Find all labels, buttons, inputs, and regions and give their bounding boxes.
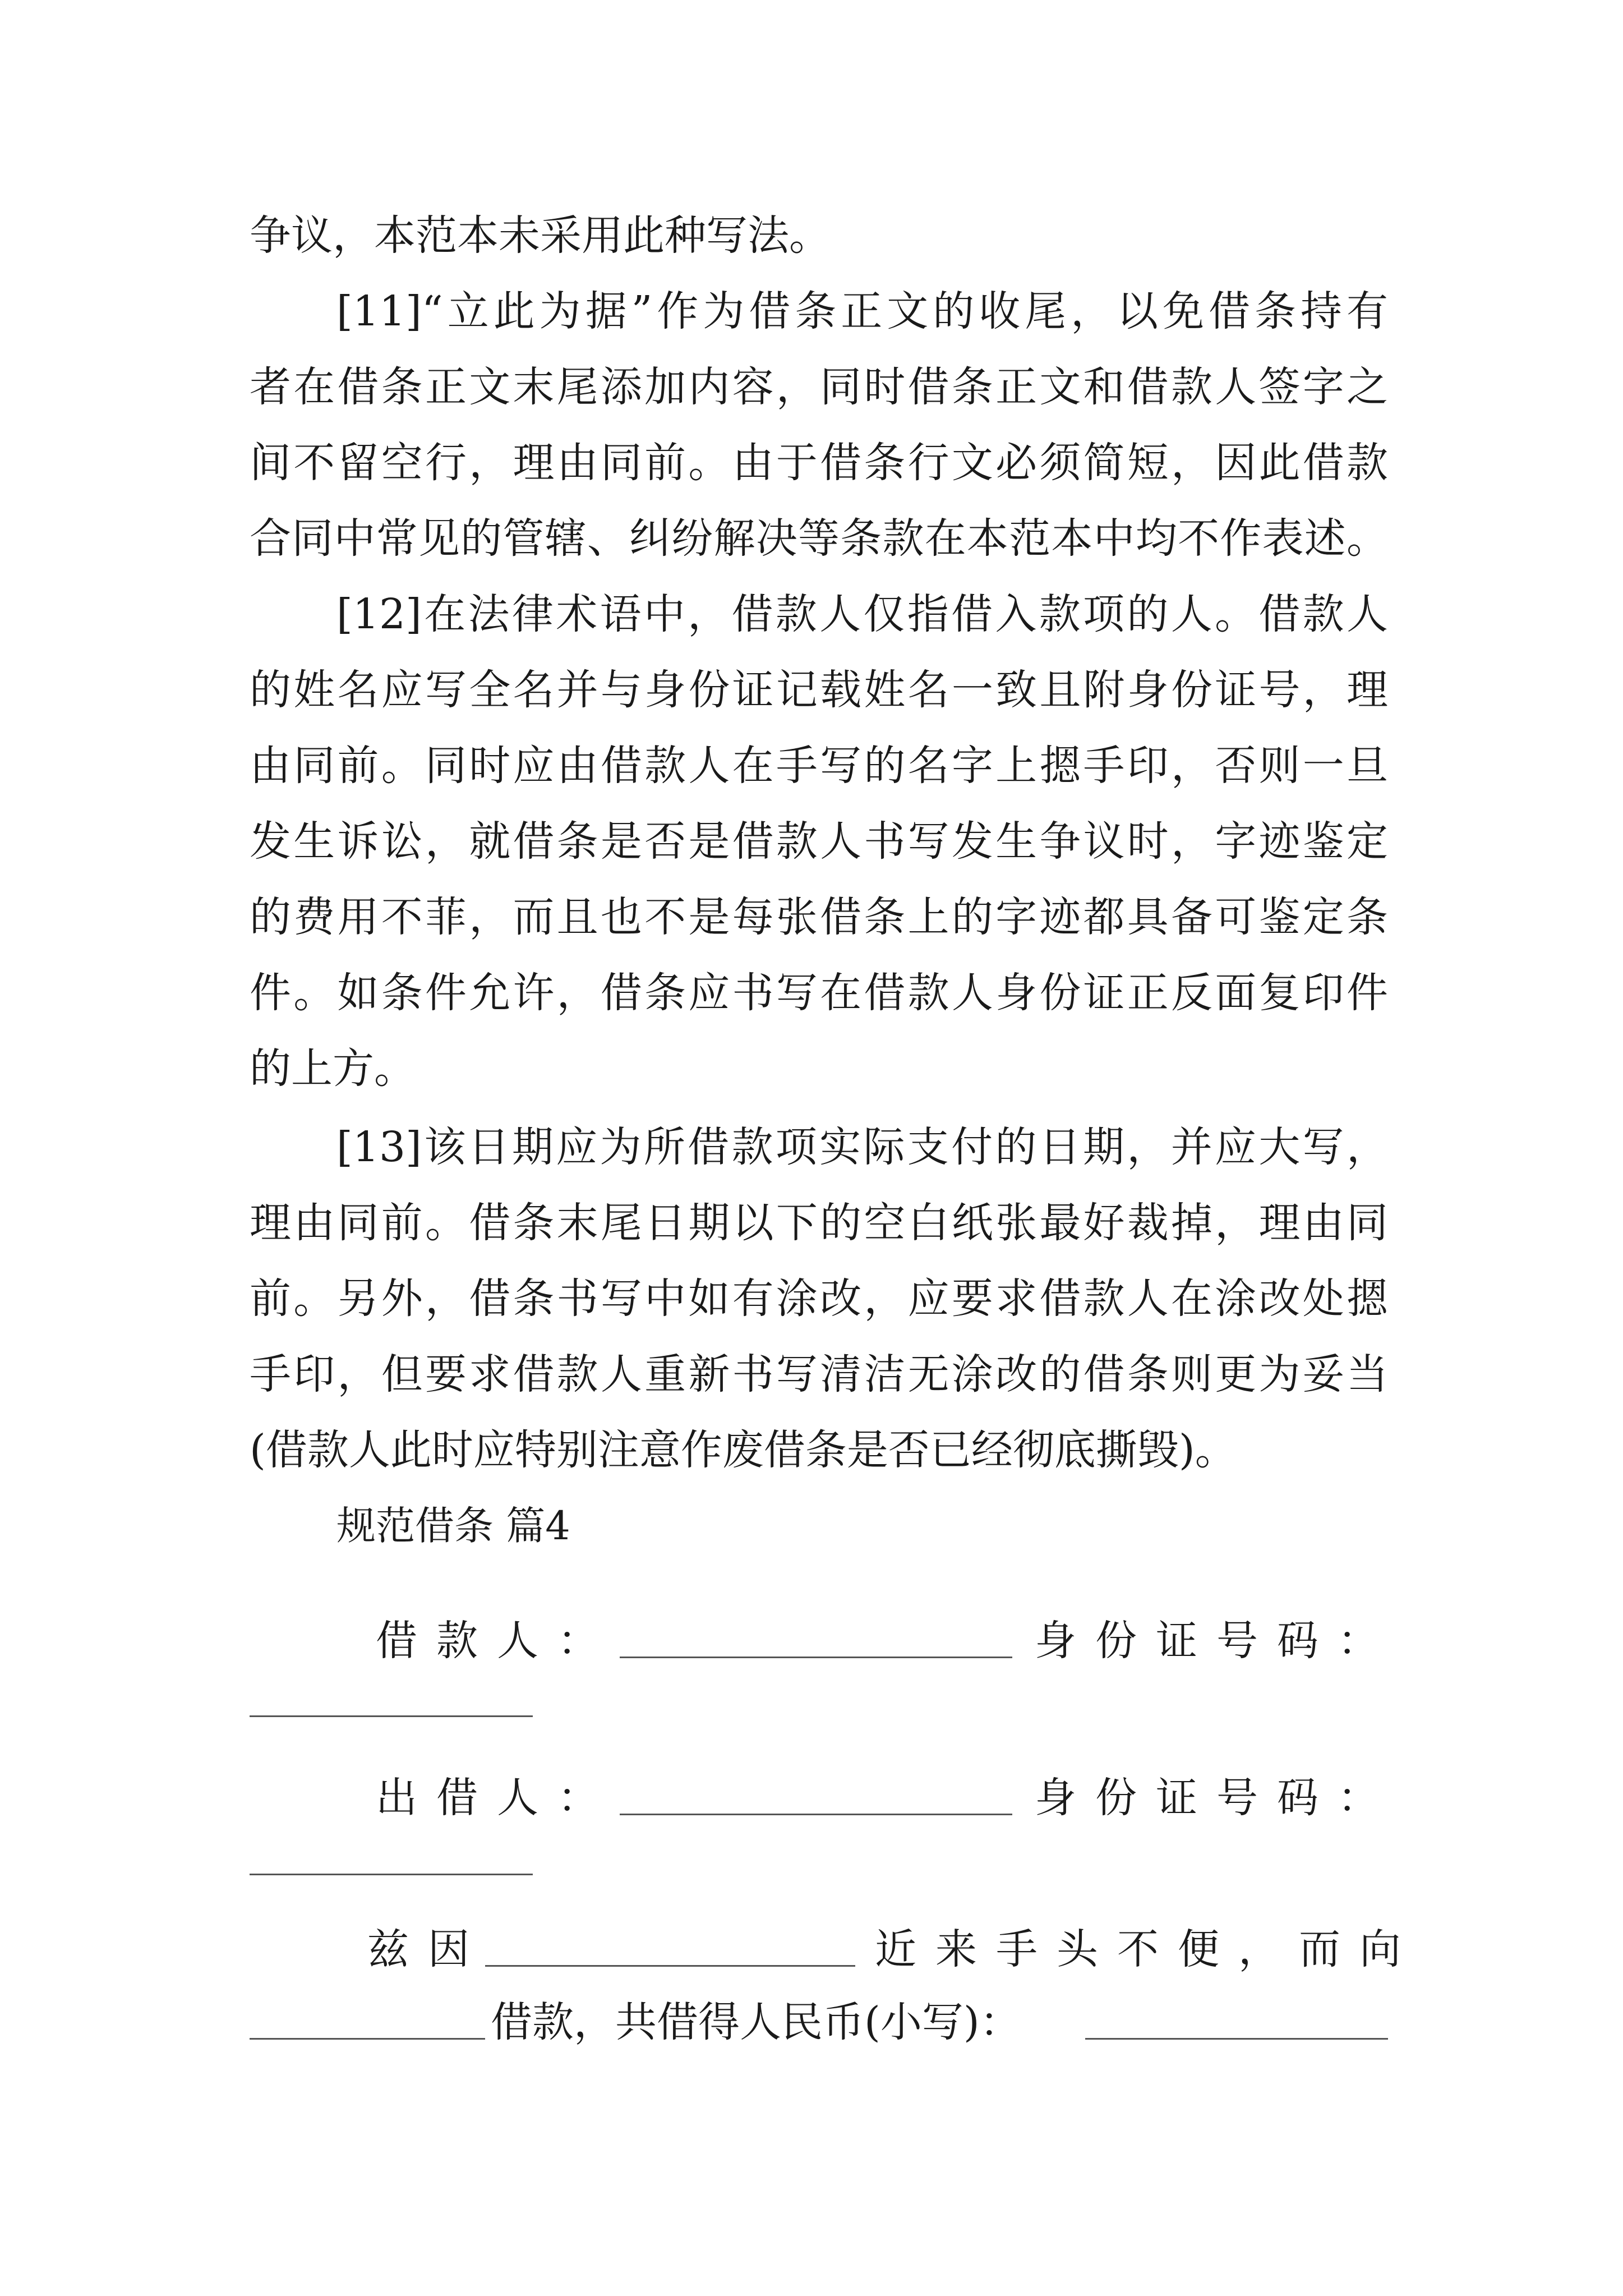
borrower-name-blank[interactable] (620, 1657, 1012, 1658)
body-line-12: 的上方。 (250, 1045, 416, 1093)
lender-id-label: 身份证号码： (1035, 1774, 1398, 1822)
amount-blank[interactable] (1085, 2038, 1388, 2040)
reason-blank[interactable] (485, 1965, 855, 1967)
lender-label: 出借人： (376, 1774, 618, 1822)
reason-row (250, 1921, 1420, 1977)
body-line-17: (借款人此时应特别注意作废借条是否已经彻底撕毁)。 (250, 1426, 1237, 1474)
borrower-id-blank[interactable] (250, 1715, 533, 1717)
borrower-row (250, 1613, 1398, 1669)
body-line-8: 由同前。同时应由借款人在手写的名字上摁手印，否则一旦 (250, 742, 1388, 790)
body-line-7: 的姓名应写全名并与身份证记载姓名一致且附身份证号，理 (250, 666, 1388, 714)
body-line-1: 争议，本范本未采用此种写法。 (250, 211, 831, 260)
reason-suffix: 近来手头不便，而向 (875, 1925, 1420, 1973)
body-line-9: 发生诉讼，就借条是否是借款人书写发生争议时，字迹鉴定 (250, 817, 1388, 866)
lender-name-blank[interactable] (620, 1814, 1012, 1815)
reason-prefix: 兹因 (367, 1925, 488, 1973)
lender-row (250, 1770, 1398, 1826)
body-line-5: 合同中常见的管辖、纠纷解决等条款在本范本中均不作表述。 (250, 514, 1388, 563)
body-line-13: [13]该日期应为所借款项实际支付的日期，并应大写， (336, 1123, 1388, 1171)
section-title: 规范借条 篇4 (336, 1503, 570, 1549)
amount-text: 借款，共借得人民币(小写)： (491, 1998, 1021, 2046)
amount-row (250, 1994, 1388, 2050)
lender-to-blank[interactable] (250, 2038, 485, 2040)
body-line-2: [11]“立此为据”作为借条正文的收尾，以免借条持有 (336, 287, 1388, 335)
borrower-label: 借款人： (376, 1617, 618, 1665)
body-line-10: 的费用不菲，而且也不是每张借条上的字迹都具备可鉴定条 (250, 893, 1388, 941)
lender-id-blank[interactable] (250, 1874, 533, 1875)
body-line-14: 理由同前。借条末尾日期以下的空白纸张最好裁掉，理由同 (250, 1199, 1388, 1247)
body-line-11: 件。如条件允许，借条应书写在借款人身份证正反面复印件 (250, 969, 1388, 1017)
body-line-4: 间不留空行，理由同前。由于借条行文必须简短，因此借款 (250, 439, 1388, 487)
body-line-15: 前。另外，借条书写中如有涂改，应要求借款人在涂改处摁 (250, 1274, 1388, 1323)
body-line-3: 者在借条正文末尾添加内容，同时借条正文和借款人签字之 (250, 363, 1388, 411)
borrower-id-label: 身份证号码： (1035, 1617, 1398, 1665)
body-line-16: 手印，但要求借款人重新书写清洁无涂改的借条则更为妥当 (250, 1350, 1388, 1398)
body-line-6: [12]在法律术语中，借款人仅指借入款项的人。借款人 (336, 590, 1388, 638)
